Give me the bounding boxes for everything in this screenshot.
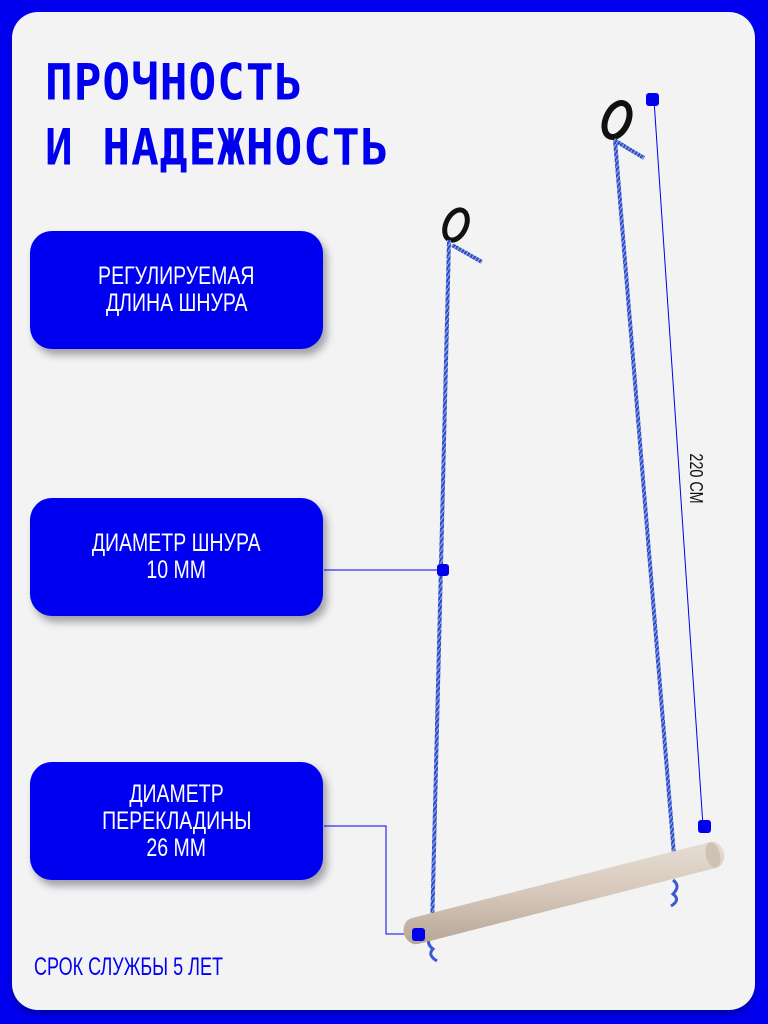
length-dimension-label: 220 СМ [685, 453, 706, 504]
service-life-note: СРОК СЛУЖБЫ 5 ЛЕТ [34, 953, 223, 981]
feature-bar-diameter [30, 762, 323, 880]
feature-text: ДЛИНА ШНУРА [105, 289, 248, 317]
feature-text: ПЕРЕКЛАДИНЫ [101, 806, 252, 835]
feature-text: РЕГУЛИРУЕМАЯ [98, 262, 255, 290]
feature-text: 10 ММ [146, 556, 207, 584]
feature-rope-diameter [30, 498, 323, 616]
feature-text: ДИАМЕТР ШНУРА [92, 529, 261, 557]
headline-line-1: ПРОЧНОСТЬ [45, 53, 304, 112]
feature-adjustable-length [30, 231, 323, 349]
headline-line-2: И НАДЕЖНОСТЬ [45, 118, 390, 177]
feature-text: 26 ММ [146, 833, 207, 862]
headline [45, 50, 389, 180]
feature-text: ДИАМЕТР [129, 779, 224, 808]
